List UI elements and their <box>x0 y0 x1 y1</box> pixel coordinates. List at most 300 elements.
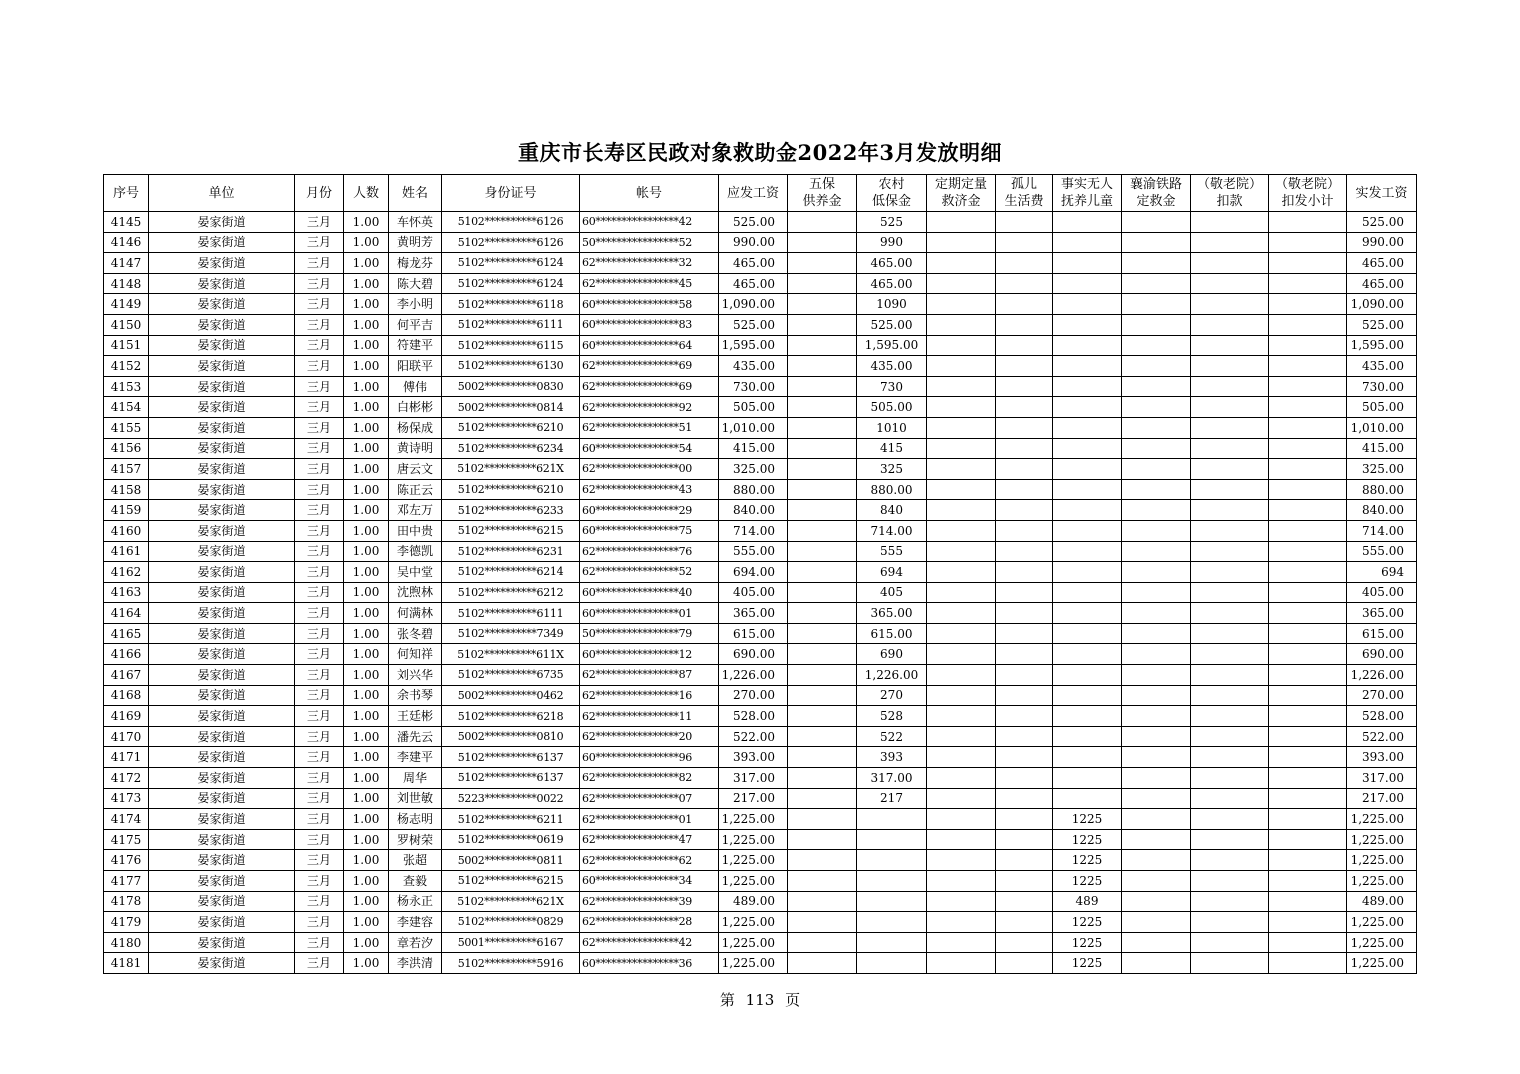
nursing-home-deduction-subtotal-cell <box>1269 932 1347 953</box>
account-number-cell: 60****************40 <box>580 582 719 603</box>
serial-no-cell: 4171 <box>104 747 149 768</box>
serial-no-cell: 4173 <box>104 788 149 809</box>
nursing-home-deduction-subtotal-cell <box>1269 685 1347 706</box>
unsupported-child-amount-cell <box>1053 356 1122 377</box>
account-number-cell: 62****************92 <box>580 397 719 418</box>
table-row <box>104 850 1417 871</box>
serial-no-cell: 4151 <box>104 335 149 356</box>
orphan-living-amount-cell <box>996 788 1053 809</box>
month-cell: 三月 <box>295 726 344 747</box>
net-payment-cell: 405.00 <box>1347 582 1417 603</box>
regular-relief-amount-cell <box>927 253 996 274</box>
five-guarantee-amount-cell <box>788 788 857 809</box>
unit-cell: 晏家街道 <box>149 665 295 686</box>
rural-subsistence-amount-cell: 522 <box>857 726 927 747</box>
table-row <box>104 294 1417 315</box>
net-payment-cell: 317.00 <box>1347 768 1417 789</box>
five-guarantee-amount-cell <box>788 356 857 377</box>
table-header <box>104 175 1417 212</box>
serial-no-cell: 4158 <box>104 479 149 500</box>
month-cell: 三月 <box>295 459 344 480</box>
name-cell: 符建平 <box>389 335 442 356</box>
serial-no-cell: 4163 <box>104 582 149 603</box>
payable-amount-cell: 522.00 <box>719 726 788 747</box>
month-cell: 三月 <box>295 665 344 686</box>
table-row <box>104 768 1417 789</box>
nursing-home-deduction-subtotal-cell <box>1269 314 1347 335</box>
name-cell: 刘兴华 <box>389 665 442 686</box>
rural-subsistence-amount-cell <box>857 850 927 871</box>
five-guarantee-amount-cell <box>788 520 857 541</box>
railway-relief-amount-cell <box>1122 314 1191 335</box>
railway-relief-amount-cell <box>1122 747 1191 768</box>
regular-relief-amount-cell <box>927 232 996 253</box>
column-header-line: 姓名 <box>401 185 428 201</box>
nursing-home-deduction-cell <box>1191 726 1269 747</box>
unsupported-child-amount-cell <box>1053 232 1122 253</box>
month-cell: 三月 <box>295 871 344 892</box>
railway-relief-amount-cell <box>1122 376 1191 397</box>
net-payment-cell: 393.00 <box>1347 747 1417 768</box>
name-cell: 邓左万 <box>389 500 442 521</box>
id-number-cell: 5102**********6218 <box>442 706 580 727</box>
nursing-home-deduction-subtotal-cell <box>1269 232 1347 253</box>
column-header-line: 人数 <box>352 185 379 201</box>
page-label-suffix: 页 <box>785 991 801 1009</box>
unit-cell: 晏家街道 <box>149 685 295 706</box>
unit-cell: 晏家街道 <box>149 562 295 583</box>
account-number-cell: 60****************75 <box>580 520 719 541</box>
headcount-cell: 1.00 <box>344 314 389 335</box>
name-cell: 刘世敏 <box>389 788 442 809</box>
id-number-cell: 5102**********621X <box>442 891 580 912</box>
orphan-living-amount-cell <box>996 726 1053 747</box>
nursing-home-deduction-subtotal-cell <box>1269 706 1347 727</box>
column-header <box>996 175 1053 212</box>
five-guarantee-amount-cell <box>788 582 857 603</box>
unit-cell: 晏家街道 <box>149 314 295 335</box>
orphan-living-amount-cell <box>996 459 1053 480</box>
rural-subsistence-amount-cell: 1,595.00 <box>857 335 927 356</box>
railway-relief-amount-cell <box>1122 356 1191 377</box>
net-payment-cell: 270.00 <box>1347 685 1417 706</box>
account-number-cell: 62****************39 <box>580 891 719 912</box>
payable-amount-cell: 840.00 <box>719 500 788 521</box>
nursing-home-deduction-subtotal-cell <box>1269 644 1347 665</box>
rural-subsistence-amount-cell <box>857 871 927 892</box>
regular-relief-amount-cell <box>927 768 996 789</box>
five-guarantee-amount-cell <box>788 623 857 644</box>
name-cell: 杨永正 <box>389 891 442 912</box>
rural-subsistence-amount-cell <box>857 829 927 850</box>
column-header-line: 救济金 <box>941 194 981 209</box>
net-payment-cell: 1,090.00 <box>1347 294 1417 315</box>
headcount-cell: 1.00 <box>344 541 389 562</box>
rural-subsistence-amount-cell <box>857 953 927 974</box>
unsupported-child-amount-cell <box>1053 459 1122 480</box>
five-guarantee-amount-cell <box>788 809 857 830</box>
orphan-living-amount-cell <box>996 212 1053 233</box>
serial-no-cell: 4148 <box>104 273 149 294</box>
name-cell: 沈煦林 <box>389 582 442 603</box>
five-guarantee-amount-cell <box>788 747 857 768</box>
month-cell: 三月 <box>295 912 344 933</box>
account-number-cell: 62****************62 <box>580 850 719 871</box>
regular-relief-amount-cell <box>927 850 996 871</box>
five-guarantee-amount-cell <box>788 294 857 315</box>
unit-cell: 晏家街道 <box>149 891 295 912</box>
id-number-cell: 5002**********0462 <box>442 685 580 706</box>
nursing-home-deduction-subtotal-cell <box>1269 829 1347 850</box>
net-payment-cell: 1,226.00 <box>1347 665 1417 686</box>
table-row <box>104 809 1417 830</box>
serial-no-cell: 4178 <box>104 891 149 912</box>
nursing-home-deduction-cell <box>1191 376 1269 397</box>
five-guarantee-amount-cell <box>788 850 857 871</box>
orphan-living-amount-cell <box>996 562 1053 583</box>
serial-no-cell: 4164 <box>104 603 149 624</box>
unsupported-child-amount-cell <box>1053 747 1122 768</box>
five-guarantee-amount-cell <box>788 417 857 438</box>
id-number-cell: 5002**********0811 <box>442 850 580 871</box>
table-row <box>104 726 1417 747</box>
serial-no-cell: 4162 <box>104 562 149 583</box>
payable-amount-cell: 525.00 <box>719 212 788 233</box>
orphan-living-amount-cell <box>996 768 1053 789</box>
payable-amount-cell: 714.00 <box>719 520 788 541</box>
regular-relief-amount-cell <box>927 500 996 521</box>
regular-relief-amount-cell <box>927 644 996 665</box>
rural-subsistence-amount-cell: 555 <box>857 541 927 562</box>
payable-amount-cell: 1,595.00 <box>719 335 788 356</box>
five-guarantee-amount-cell <box>788 665 857 686</box>
month-cell: 三月 <box>295 768 344 789</box>
unsupported-child-amount-cell: 1225 <box>1053 829 1122 850</box>
month-cell: 三月 <box>295 253 344 274</box>
month-cell: 三月 <box>295 294 344 315</box>
id-number-cell: 5102**********6124 <box>442 273 580 294</box>
account-number-cell: 62****************16 <box>580 685 719 706</box>
nursing-home-deduction-cell <box>1191 809 1269 830</box>
serial-no-cell: 4157 <box>104 459 149 480</box>
serial-no-cell: 4180 <box>104 932 149 953</box>
rural-subsistence-amount-cell: 730 <box>857 376 927 397</box>
net-payment-cell: 615.00 <box>1347 623 1417 644</box>
name-cell: 杨志明 <box>389 809 442 830</box>
regular-relief-amount-cell <box>927 891 996 912</box>
unit-cell: 晏家街道 <box>149 706 295 727</box>
nursing-home-deduction-subtotal-cell <box>1269 273 1347 294</box>
name-cell: 查毅 <box>389 871 442 892</box>
headcount-cell: 1.00 <box>344 417 389 438</box>
regular-relief-amount-cell <box>927 706 996 727</box>
column-header-line: 农村 <box>878 177 905 192</box>
nursing-home-deduction-subtotal-cell <box>1269 376 1347 397</box>
id-number-cell: 5002**********0830 <box>442 376 580 397</box>
net-payment-cell: 690.00 <box>1347 644 1417 665</box>
headcount-cell: 1.00 <box>344 809 389 830</box>
month-cell: 三月 <box>295 685 344 706</box>
orphan-living-amount-cell <box>996 747 1053 768</box>
nursing-home-deduction-cell <box>1191 356 1269 377</box>
five-guarantee-amount-cell <box>788 500 857 521</box>
nursing-home-deduction-cell <box>1191 788 1269 809</box>
headcount-cell: 1.00 <box>344 665 389 686</box>
net-payment-cell: 1,225.00 <box>1347 809 1417 830</box>
name-cell: 阳联平 <box>389 356 442 377</box>
nursing-home-deduction-cell <box>1191 706 1269 727</box>
month-cell: 三月 <box>295 232 344 253</box>
orphan-living-amount-cell <box>996 623 1053 644</box>
headcount-cell: 1.00 <box>344 459 389 480</box>
serial-no-cell: 4166 <box>104 644 149 665</box>
unit-cell: 晏家街道 <box>149 417 295 438</box>
month-cell: 三月 <box>295 932 344 953</box>
id-number-cell: 5002**********0814 <box>442 397 580 418</box>
unsupported-child-amount-cell <box>1053 685 1122 706</box>
month-cell: 三月 <box>295 520 344 541</box>
id-number-cell: 5102**********6210 <box>442 479 580 500</box>
five-guarantee-amount-cell <box>788 603 857 624</box>
page-label-prefix: 第 <box>719 991 735 1009</box>
unsupported-child-amount-cell <box>1053 273 1122 294</box>
net-payment-cell: 880.00 <box>1347 479 1417 500</box>
unsupported-child-amount-cell <box>1053 253 1122 274</box>
column-header <box>857 175 927 212</box>
month-cell: 三月 <box>295 623 344 644</box>
serial-no-cell: 4175 <box>104 829 149 850</box>
column-header <box>1191 175 1269 212</box>
nursing-home-deduction-subtotal-cell <box>1269 541 1347 562</box>
nursing-home-deduction-cell <box>1191 603 1269 624</box>
id-number-cell: 5102**********6124 <box>442 253 580 274</box>
orphan-living-amount-cell <box>996 706 1053 727</box>
month-cell: 三月 <box>295 397 344 418</box>
id-number-cell: 5102**********7349 <box>442 623 580 644</box>
railway-relief-amount-cell <box>1122 912 1191 933</box>
unit-cell: 晏家街道 <box>149 438 295 459</box>
nursing-home-deduction-subtotal-cell <box>1269 953 1347 974</box>
payable-amount-cell: 465.00 <box>719 273 788 294</box>
orphan-living-amount-cell <box>996 376 1053 397</box>
orphan-living-amount-cell <box>996 953 1053 974</box>
payable-amount-cell: 690.00 <box>719 644 788 665</box>
nursing-home-deduction-subtotal-cell <box>1269 726 1347 747</box>
id-number-cell: 5102**********6111 <box>442 314 580 335</box>
nursing-home-deduction-cell <box>1191 438 1269 459</box>
column-header <box>442 175 580 212</box>
headcount-cell: 1.00 <box>344 891 389 912</box>
account-number-cell: 60****************96 <box>580 747 719 768</box>
column-header <box>1269 175 1347 212</box>
name-cell: 黄诗明 <box>389 438 442 459</box>
month-cell: 三月 <box>295 500 344 521</box>
five-guarantee-amount-cell <box>788 541 857 562</box>
orphan-living-amount-cell <box>996 397 1053 418</box>
month-cell: 三月 <box>295 541 344 562</box>
unsupported-child-amount-cell <box>1053 520 1122 541</box>
column-header-line: 定救金 <box>1136 194 1176 209</box>
name-cell: 吴中堂 <box>389 562 442 583</box>
name-cell: 陈大碧 <box>389 273 442 294</box>
id-number-cell: 5102**********6115 <box>442 335 580 356</box>
rural-subsistence-amount-cell: 317.00 <box>857 768 927 789</box>
payable-amount-cell: 1,010.00 <box>719 417 788 438</box>
page-footer <box>0 989 1520 1010</box>
net-payment-cell: 1,225.00 <box>1347 850 1417 871</box>
orphan-living-amount-cell <box>996 665 1053 686</box>
railway-relief-amount-cell <box>1122 768 1191 789</box>
headcount-cell: 1.00 <box>344 212 389 233</box>
unsupported-child-amount-cell: 1225 <box>1053 912 1122 933</box>
month-cell: 三月 <box>295 706 344 727</box>
nursing-home-deduction-subtotal-cell <box>1269 768 1347 789</box>
rural-subsistence-amount-cell: 525.00 <box>857 314 927 335</box>
net-payment-cell: 1,595.00 <box>1347 335 1417 356</box>
headcount-cell: 1.00 <box>344 829 389 850</box>
serial-no-cell: 4155 <box>104 417 149 438</box>
account-number-cell: 62****************07 <box>580 788 719 809</box>
name-cell: 潘先云 <box>389 726 442 747</box>
nursing-home-deduction-cell <box>1191 397 1269 418</box>
regular-relief-amount-cell <box>927 912 996 933</box>
orphan-living-amount-cell <box>996 438 1053 459</box>
unit-cell: 晏家街道 <box>149 479 295 500</box>
railway-relief-amount-cell <box>1122 541 1191 562</box>
rural-subsistence-amount-cell: 270 <box>857 685 927 706</box>
unsupported-child-amount-cell: 489 <box>1053 891 1122 912</box>
id-number-cell: 5102**********6231 <box>442 541 580 562</box>
unit-cell: 晏家街道 <box>149 788 295 809</box>
regular-relief-amount-cell <box>927 871 996 892</box>
unsupported-child-amount-cell <box>1053 582 1122 603</box>
rural-subsistence-amount-cell: 217 <box>857 788 927 809</box>
rural-subsistence-amount-cell <box>857 891 927 912</box>
railway-relief-amount-cell <box>1122 665 1191 686</box>
column-header-line: 生活费 <box>1004 194 1044 209</box>
orphan-living-amount-cell <box>996 335 1053 356</box>
column-header-line: 定期定量 <box>934 177 987 192</box>
nursing-home-deduction-subtotal-cell <box>1269 912 1347 933</box>
railway-relief-amount-cell <box>1122 788 1191 809</box>
month-cell: 三月 <box>295 438 344 459</box>
headcount-cell: 1.00 <box>344 747 389 768</box>
payable-amount-cell: 489.00 <box>719 891 788 912</box>
rural-subsistence-amount-cell: 694 <box>857 562 927 583</box>
name-cell: 黄明芳 <box>389 232 442 253</box>
headcount-cell: 1.00 <box>344 356 389 377</box>
nursing-home-deduction-cell <box>1191 253 1269 274</box>
five-guarantee-amount-cell <box>788 376 857 397</box>
id-number-cell: 5001**********6167 <box>442 932 580 953</box>
unit-cell: 晏家街道 <box>149 335 295 356</box>
regular-relief-amount-cell <box>927 932 996 953</box>
rural-subsistence-amount-cell: 840 <box>857 500 927 521</box>
month-cell: 三月 <box>295 314 344 335</box>
month-cell: 三月 <box>295 891 344 912</box>
payable-amount-cell: 880.00 <box>719 479 788 500</box>
nursing-home-deduction-cell <box>1191 541 1269 562</box>
id-number-cell: 5102**********6126 <box>442 232 580 253</box>
unsupported-child-amount-cell <box>1053 294 1122 315</box>
unit-cell: 晏家街道 <box>149 273 295 294</box>
unit-cell: 晏家街道 <box>149 232 295 253</box>
nursing-home-deduction-cell <box>1191 665 1269 686</box>
five-guarantee-amount-cell <box>788 912 857 933</box>
name-cell: 傅伟 <box>389 376 442 397</box>
net-payment-cell: 217.00 <box>1347 788 1417 809</box>
nursing-home-deduction-cell <box>1191 768 1269 789</box>
payable-amount-cell: 1,225.00 <box>719 932 788 953</box>
column-header-line: 扣款 <box>1216 194 1243 209</box>
regular-relief-amount-cell <box>927 747 996 768</box>
id-number-cell: 5102**********6111 <box>442 603 580 624</box>
unsupported-child-amount-cell <box>1053 417 1122 438</box>
table-body <box>104 212 1417 974</box>
serial-no-cell: 4154 <box>104 397 149 418</box>
unsupported-child-amount-cell: 1225 <box>1053 850 1122 871</box>
id-number-cell: 5102**********621X <box>442 459 580 480</box>
column-header <box>719 175 788 212</box>
account-number-cell: 62****************42 <box>580 932 719 953</box>
orphan-living-amount-cell <box>996 479 1053 500</box>
five-guarantee-amount-cell <box>788 314 857 335</box>
net-payment-cell: 730.00 <box>1347 376 1417 397</box>
payable-amount-cell: 270.00 <box>719 685 788 706</box>
account-number-cell: 60****************58 <box>580 294 719 315</box>
table-row <box>104 665 1417 686</box>
name-cell: 李洪清 <box>389 953 442 974</box>
five-guarantee-amount-cell <box>788 212 857 233</box>
table-row <box>104 644 1417 665</box>
nursing-home-deduction-subtotal-cell <box>1269 479 1347 500</box>
table-row <box>104 500 1417 521</box>
rural-subsistence-amount-cell: 880.00 <box>857 479 927 500</box>
nursing-home-deduction-subtotal-cell <box>1269 459 1347 480</box>
column-header-line: 扣发小计 <box>1281 194 1334 209</box>
id-number-cell: 5102**********0619 <box>442 829 580 850</box>
serial-no-cell: 4149 <box>104 294 149 315</box>
serial-no-cell: 4156 <box>104 438 149 459</box>
net-payment-cell: 1,225.00 <box>1347 912 1417 933</box>
account-number-cell: 62****************51 <box>580 417 719 438</box>
unsupported-child-amount-cell <box>1053 479 1122 500</box>
month-cell: 三月 <box>295 953 344 974</box>
column-header-line: （敬老院） <box>1274 177 1340 192</box>
payable-amount-cell: 528.00 <box>719 706 788 727</box>
regular-relief-amount-cell <box>927 314 996 335</box>
unit-cell: 晏家街道 <box>149 356 295 377</box>
net-payment-cell: 465.00 <box>1347 253 1417 274</box>
account-number-cell: 60****************01 <box>580 603 719 624</box>
rural-subsistence-amount-cell: 525 <box>857 212 927 233</box>
headcount-cell: 1.00 <box>344 912 389 933</box>
payable-amount-cell: 1,090.00 <box>719 294 788 315</box>
net-payment-cell: 325.00 <box>1347 459 1417 480</box>
rural-subsistence-amount-cell: 465.00 <box>857 253 927 274</box>
orphan-living-amount-cell <box>996 829 1053 850</box>
payable-amount-cell: 405.00 <box>719 582 788 603</box>
name-cell: 王廷彬 <box>389 706 442 727</box>
payable-amount-cell: 1,225.00 <box>719 850 788 871</box>
unit-cell: 晏家街道 <box>149 623 295 644</box>
regular-relief-amount-cell <box>927 665 996 686</box>
orphan-living-amount-cell <box>996 644 1053 665</box>
table-row <box>104 520 1417 541</box>
rural-subsistence-amount-cell: 405 <box>857 582 927 603</box>
table-row <box>104 417 1417 438</box>
nursing-home-deduction-cell <box>1191 850 1269 871</box>
